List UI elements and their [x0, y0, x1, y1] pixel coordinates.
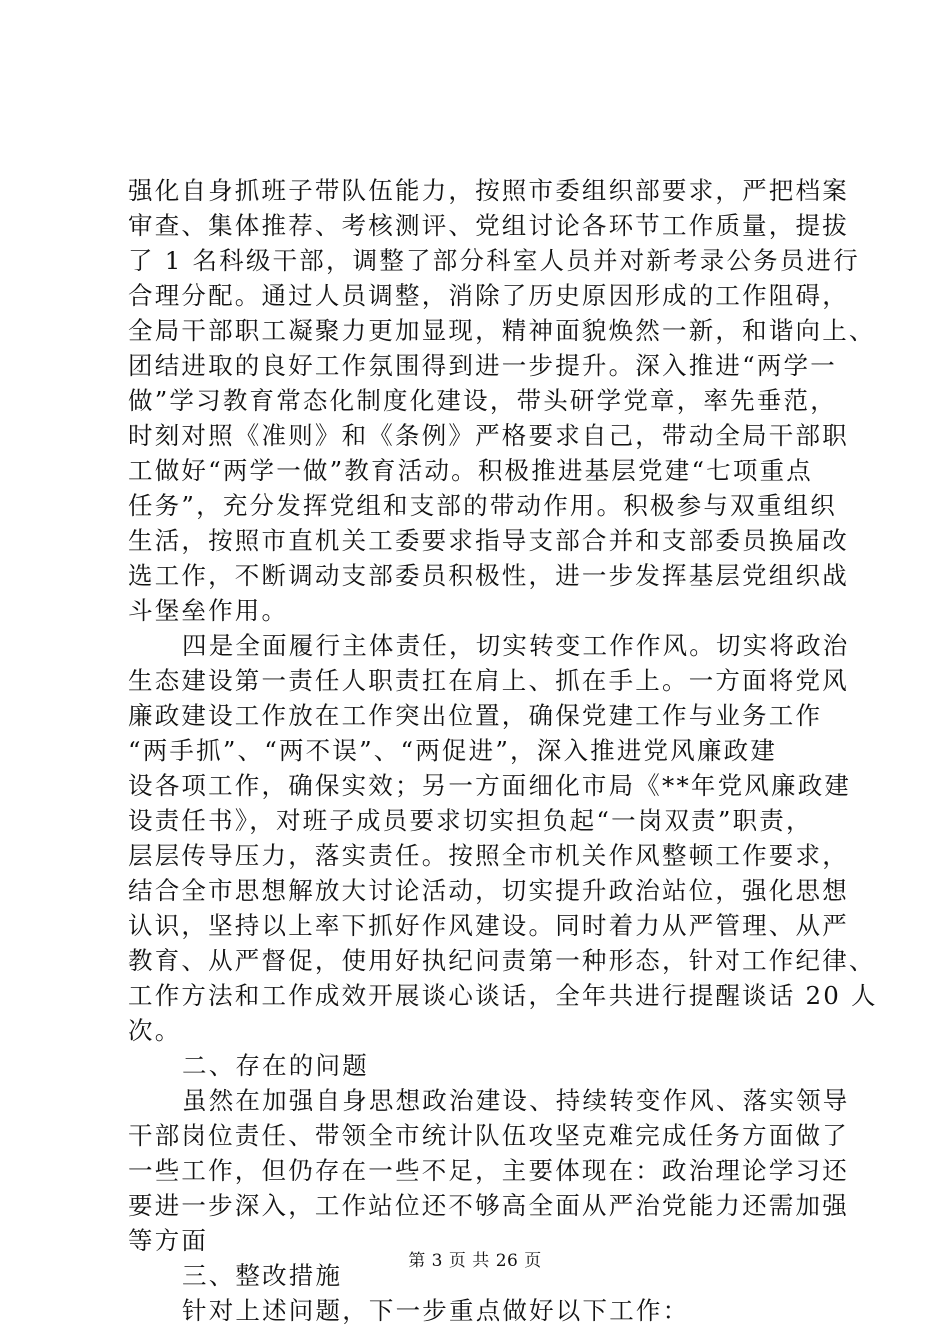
- text-line: 廉政建设工作放在工作突出位置，确保党建工作与业务工作: [128, 701, 823, 730]
- text-line: 合理分配。通过人员调整，消除了历史原因形成的工作阻碍，: [128, 281, 849, 310]
- text-line: 审查、集体推荐、考核测评、党组讨论各环节工作质量，提拔: [128, 211, 849, 240]
- text-line: 生态建设第一责任人职责扛在肩上、抓在手上。一方面将党风: [128, 666, 849, 695]
- section-heading-problems: 二、存在的问题: [182, 1051, 369, 1080]
- text-line: 层层传导压力，落实责任。按照全市机关作风整顿工作要求，: [128, 841, 849, 870]
- text-line: 设责任书》，对班子成员要求切实担负起“一岗双责”职责，: [128, 806, 813, 835]
- text-line: 一些工作，但仍存在一些不足，主要体现在：政治理论学习还: [128, 1156, 849, 1185]
- text-line: 团结进取的良好工作氛围得到进一步提升。深入推进“两学一: [128, 351, 837, 380]
- text-line: 时刻对照《准则》和《条例》严格要求自己，带动全局干部职: [128, 421, 849, 450]
- text-line: 设各项工作，确保实效；另一方面细化市局《**年党风廉政建: [128, 771, 852, 800]
- text-line: 斗堡垒作用。: [128, 596, 289, 625]
- paragraph-start-line: 四是全面履行主体责任，切实转变工作作风。切实将政治: [182, 631, 850, 660]
- text-line: 任务”，充分发挥党组和支部的带动作用。积极参与双重组织: [128, 491, 837, 520]
- document-body: [128, 173, 878, 1328]
- text-line: 结合全市思想解放大讨论活动，切实提升政治站位，强化思想: [128, 876, 849, 905]
- text-line: 了 1 名科级干部，调整了部分科室人员并对新考录公务员进行: [128, 246, 860, 275]
- text-line: 全局干部职工凝聚力更加显现，精神面貌焕然一新，和谐向上、: [128, 316, 876, 345]
- text-line: 选工作，不断调动支部委员积极性，进一步发挥基层党组织战: [128, 561, 849, 590]
- text-line: 工作方法和工作成效开展谈心谈话，全年共进行提醒谈话 20 人: [128, 981, 878, 1010]
- text-line: 工做好“两学一做”教育活动。积极推进基层党建“七项重点: [128, 456, 813, 485]
- text-line: 强化自身抓班子带队伍能力，按照市委组织部要求，严把档案: [128, 176, 849, 205]
- text-line: 认识，坚持以上率下抓好作风建设。同时着力从严管理、从严: [128, 911, 849, 940]
- page-number-footer: 第 3 页 共 26 页: [408, 1251, 542, 1271]
- text-line: “两手抓”、“两不误”、“两促进”，深入推进党风廉政建: [128, 736, 778, 765]
- text-line: 次。: [128, 1016, 182, 1045]
- paragraph-start-line: 针对上述问题，下一步重点做好以下工作：: [182, 1296, 690, 1325]
- text-line: 做”学习教育常态化制度化建设，带头研学党章，率先垂范，: [128, 386, 837, 415]
- text-line: 生活，按照市直机关工委要求指导支部合并和支部委员换届改: [128, 526, 849, 555]
- text-line: 教育、从严督促，使用好执纪问责第一种形态，针对工作纪律、: [128, 946, 876, 975]
- section-heading-measures: 三、整改措施: [182, 1261, 343, 1290]
- text-line: 等方面: [128, 1226, 209, 1255]
- text-line: 干部岗位责任、带领全市统计队伍攻坚克难完成任务方面做了: [128, 1121, 849, 1150]
- text-line: 要进一步深入，工作站位还不够高全面从严治党能力还需加强: [128, 1191, 849, 1220]
- paragraph-start-line: 虽然在加强自身思想政治建设、持续转变作风、落实领导: [182, 1086, 850, 1115]
